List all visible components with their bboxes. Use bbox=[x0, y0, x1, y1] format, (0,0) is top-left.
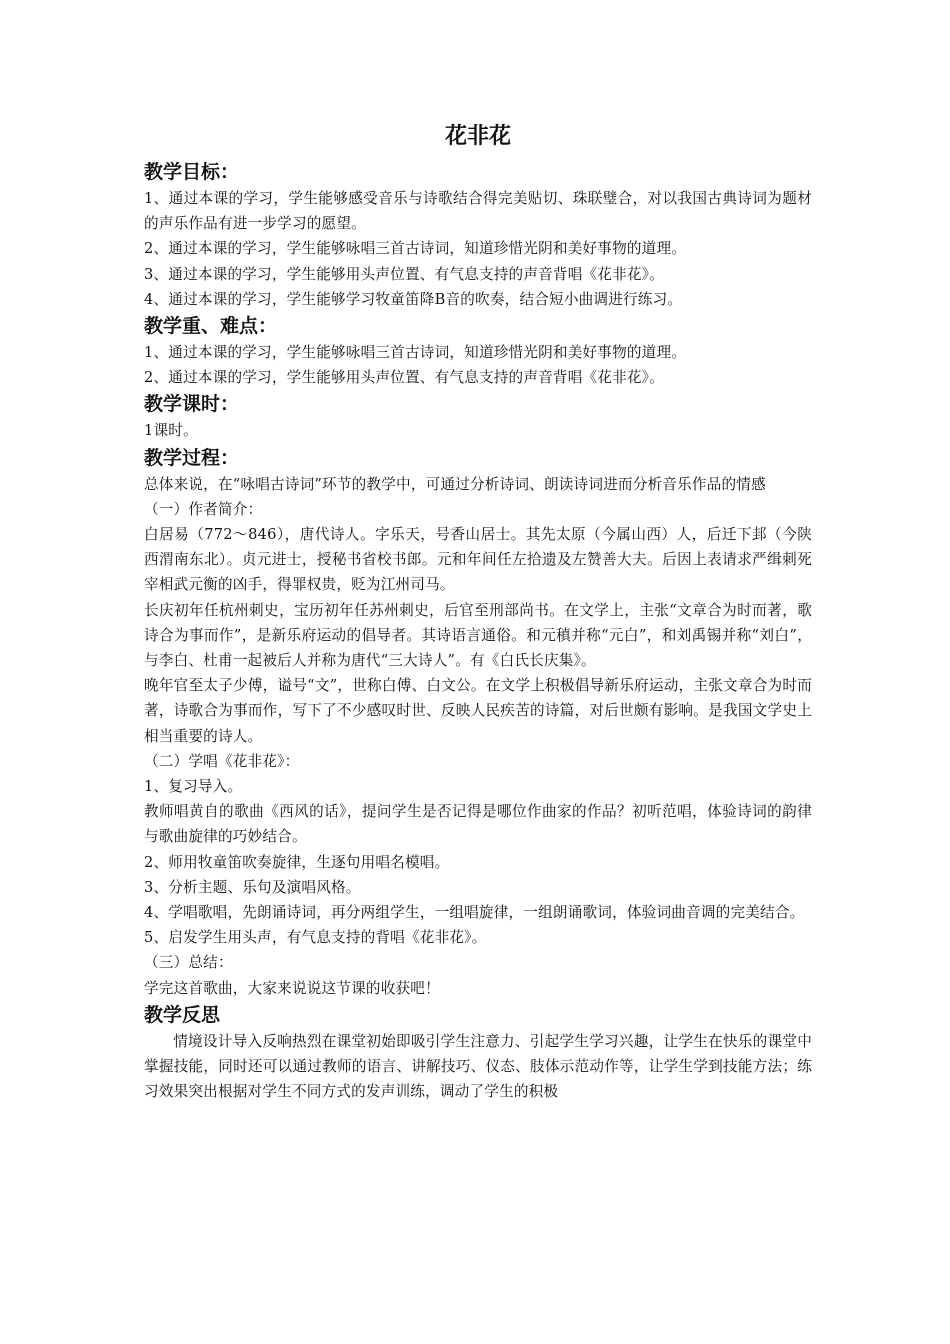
part3-title: （三）总结： bbox=[144, 954, 233, 972]
goals-heading: 教学目标： bbox=[144, 161, 240, 183]
reflection-heading: 教学反思 bbox=[144, 1003, 221, 1026]
part2-para: 教师唱黄自的歌曲《西风的话》，提问学生是否记得是哪位作曲家的作品？初听范唱，体验诗词的韵律与歌曲旋律的巧妙结合。 bbox=[144, 803, 812, 846]
goal-item-3: 3、通过本课的学习，学生能够用头声位置、有气息支持的声音背唱《花非花》。 bbox=[144, 265, 664, 283]
reflection-text: 情境设计导入反响热烈在课堂初始即吸引学生注意力、引起学生学习兴趣，让学生在快乐的课堂中掌握技能，同时还可以通过教师的语言、讲解技巧、仪态、肢体示范动作等，让学生学到技能方法；练习效果突出根据对学生不同方式的发声训练，调动了学生的积极 bbox=[144, 1032, 812, 1101]
process-heading: 教学过程： bbox=[144, 446, 240, 469]
goal-item-2: 2、通过本课的学习，学生能够咏唱三首古诗词，知道珍惜光阴和美好事物的道理。 bbox=[144, 240, 687, 258]
part1-para: 长庆初年任杭州刺史，宝历初年任苏州刺史，后官至刑部尚书。在文学上，主张“文章合为时而著，歌诗合为事而作”，是新乐府运动的倡导者。其诗语言通俗。和元稹并称“元白”，和刘禹锡并称“刘白”，与李白、杜甫一起被后人并称为唐代“三大诗人”。有《白氏长庆集》。 bbox=[144, 601, 812, 670]
hours-item: 1课时。 bbox=[144, 422, 198, 440]
process-intro: 总体来说，在“咏唱古诗词”环节的教学中，可通过分析诗词、朗读诗词进而分析音乐作品的情感 bbox=[144, 475, 766, 493]
goal-item-4: 4、通过本课的学习，学生能够学习牧童笛降B音的吹奏，结合短小曲调进行练习。 bbox=[144, 290, 683, 308]
part1-para: 晚年官至太子少傅，谥号“文”，世称白傅、白文公。在文学上积极倡导新乐府运动，主张文章合为时而著，诗歌合为事而作，写下了不少感叹时世、反映人民疾苦的诗篇，对后世颇有影响。是我国文学史上相当重要的诗人。 bbox=[144, 677, 812, 745]
part2-para: 1、复习导入。 bbox=[144, 778, 243, 796]
document-title: 花非花 bbox=[444, 124, 511, 149]
document-page bbox=[144, 122, 812, 1105]
part2-para: 5、启发学生用头声，有气息支持的背唱《花非花》。 bbox=[144, 929, 487, 947]
keypoint-item-1: 1、通过本课的学习，学生能够咏唱三首古诗词，知道珍惜光阴和美好事物的道理。 bbox=[144, 344, 687, 362]
part3-para: 学完这首歌曲，大家来说说这节课的收获吧！ bbox=[144, 979, 440, 997]
part1-title: （一）作者简介： bbox=[144, 500, 263, 518]
keypoints-heading: 教学重、难点： bbox=[144, 315, 278, 338]
part2-para: 4、学唱歌唱，先朗诵诗词，再分两组学生，一组唱旋律，一组朗诵歌词，体验词曲音调的完美结合。 bbox=[144, 904, 805, 922]
part1-para: 白居易（772～846），唐代诗人。字乐天，号香山居士。其先太原（今属山西）人，后迁下邽（今陕西渭南东北）。贞元进士，授秘书省校书郎。元和年间任左拾遗及左赞善大夫。后因上表请求严缉刺死宰相武元衡的凶手，得罪权贵，贬为江州司马。 bbox=[144, 526, 812, 594]
part2-para: 2、师用牧童笛吹奏旋律，生逐句用唱名模唱。 bbox=[144, 853, 450, 871]
hours-heading: 教学课时： bbox=[144, 393, 240, 416]
part2-title: （二）学唱《花非花》： bbox=[144, 752, 300, 770]
part2-para: 3、分析主题、乐句及演唱风格。 bbox=[144, 878, 361, 896]
goal-item-1: 1、通过本课的学习，学生能够感受音乐与诗歌结合得完美贴切、珠联璧合，对以我国古典诗词为题材的声乐作品有进一步学习的愿望。 bbox=[144, 190, 812, 233]
keypoint-item-2: 2、通过本课的学习，学生能够用头声位置、有气息支持的声音背唱《花非花》。 bbox=[144, 369, 664, 387]
